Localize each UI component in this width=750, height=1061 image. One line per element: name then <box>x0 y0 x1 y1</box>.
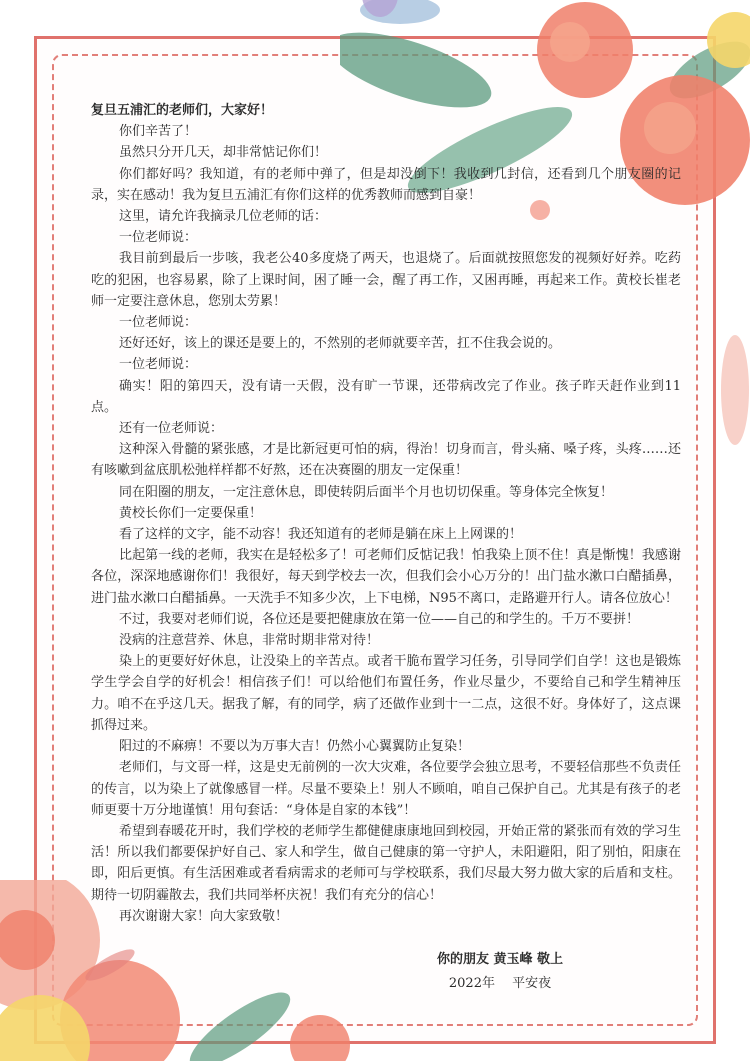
letter-paragraph: 没病的注意营养、休息，非常时期非常对待！ <box>119 633 380 649</box>
leaf-decoration-right <box>690 330 750 450</box>
letter-paragraph: 我目前到最后一步咳，我老公40多度烧了两天，也退烧了。后面就按照您发的视频好好养。吃药吃的犯困，也容易累，除了上课时间，困了睡一会，醒了再工作，又困再睡，再起来工作。黄校长崔老师一定要注意休息，您别太劳累！ <box>91 251 681 309</box>
letter-paragraph: 虽然只分开几天，却非常惦记你们！ <box>119 145 328 161</box>
signature-date: 2022年 平安夜 <box>448 976 552 991</box>
letter-paragraph: 染上的更要好好休息，让没染上的辛苦点。或者干脆布置学习任务，引导同学们自学！这也是锻炼学生学会自学的好机会！相信孩子们！可以给他们布置任务，作业尽量少，不要给自己和学生精神压力。咱不在乎这几天。据我了解，有的同学，病了还做作业到十一二点，这很不好。身体好了，这点课抓得过来。 <box>91 654 681 733</box>
signature-line: 你的朋友 黄玉峰 敬上 <box>436 952 564 967</box>
letter-paragraph: 阳过的不麻痹！不要以为万事大吉！仍然小心翼翼防止复染！ <box>119 739 471 755</box>
letter-paragraph: 一位老师说： <box>119 230 198 246</box>
letter-paragraph: 这种深入骨髓的紧张感，才是比新冠更可怕的病，得治！切身而言，骨头痛、嗓子疼，头疼……还有咳嗽到盆底肌松弛样样都不好熬，还在决赛圈的朋友一定保重！ <box>91 442 681 479</box>
letter-paragraph: 确实！阳的第四天，没有请一天假，没有旷一节课，还带病改完了作业。孩子昨天赶作业到11点。 <box>91 378 681 415</box>
letter-paragraph: 老师们，与文哥一样，这是史无前例的一次大灾难，各位要学会独立思考，不要轻信那些不负责任的传言，以为染上了就像感冒一样。尽量不要染上！别人不顾咱，咱自己保护自己。尤其是有孩子的老师更要十万分地谨慎！用句套话：“身体是自家的本钱”！ <box>91 760 681 818</box>
letter-paragraph: 这里，请允许我摘录几位老师的话： <box>119 209 328 225</box>
letter-paragraph: 你们都好吗？我知道，有的老师中弹了，但是却没倒下！我收到几封信，还看到几个朋友圈的记录，实在感动！我为复旦五浦汇有你们这样的优秀教师而感到自豪！ <box>91 166 681 203</box>
letter-paragraph: 还有一位老师说： <box>119 421 224 437</box>
letter-paragraph: 你们辛苦了！ <box>119 124 198 140</box>
letter-paragraph: 希望到春暖花开时，我们学校的老师学生都健健康康地回到校园，开始正常的紧张而有效的学习生活！所以我们都要保护好自己、家人和学生，做自己健康的第一守护人，未阳避阳，阳了别怕，阳康在即，阳后更慎。有生活困难或者看病需求的老师可与学校联系，我们尽最大努力做大家的后盾和支柱。期待一切阴霾散去，我们共同举杯庆祝！我们有充分的信心！ <box>91 823 681 903</box>
letter-greeting: 复旦五浦汇的老师们，大家好！ <box>91 103 274 118</box>
letter-paragraph: 同在阳圈的朋友，一定注意休息，即使转阴后面半个月也切切保重。等身体完全恢复！ <box>119 484 614 500</box>
letter-paragraph: 再次谢谢大家！向大家致敬！ <box>119 908 289 924</box>
letter-paragraph: 不过，我要对老师们说，各位还是要把健康放在第一位——自己的和学生的。千万不要拼！ <box>119 611 640 627</box>
letter-paragraph: 比起第一线的老师，我实在是轻松多了！可老师们反惦记我！怕我染上顶不住！真是惭愧！我感谢各位，深深地感谢你们！我很好，每天到学校去一次，但我们会小心万分的！出门盐水漱口白醋插鼻，进门盐水漱口白醋插鼻。一天洗手不知多少次，上下电梯，N95不离口，走路避开行人。请各位放心！ <box>91 548 681 606</box>
letter-paragraph: 一位老师说： <box>119 315 198 331</box>
letter-paragraph: 一位老师说： <box>119 357 198 373</box>
letter-paragraph: 还好还好，该上的课还是要上的，不然别的老师就要辛苦，扛不住我会说的。 <box>119 336 562 352</box>
letter-body <box>91 100 681 927</box>
letter-signoff <box>400 948 600 996</box>
letter-paragraph: 看了这样的文字，能不动容！我还知道有的老师是躺在床上上网课的！ <box>119 527 523 543</box>
letter-paragraph: 黄校长你们一定要保重！ <box>119 505 263 521</box>
